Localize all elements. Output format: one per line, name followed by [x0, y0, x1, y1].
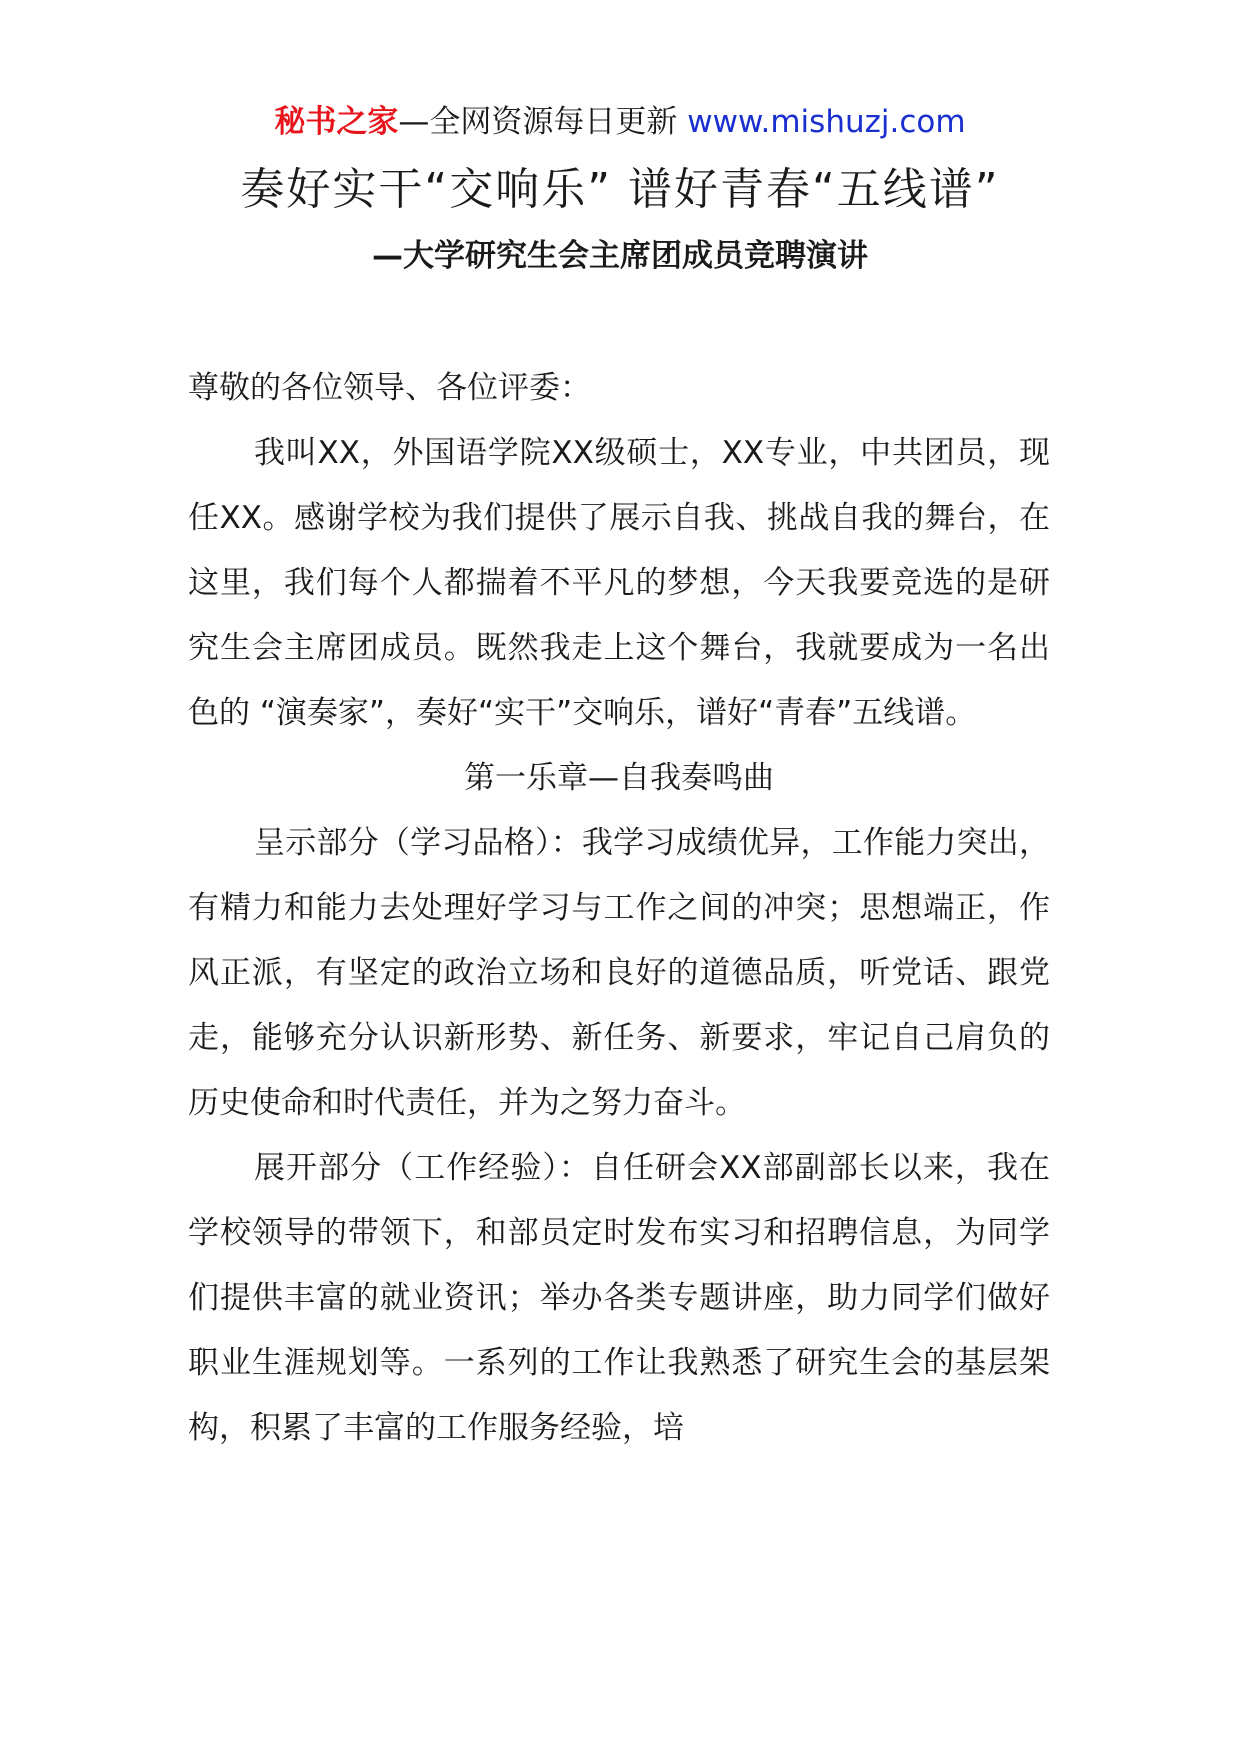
- website-url[interactable]: www.mishuzj.com: [687, 104, 966, 140]
- page-header: [0, 100, 1240, 144]
- section-heading: 第一乐章—自我奏鸣曲: [464, 760, 774, 796]
- body-paragraph: 我叫XX，外国语学院XX级硕士，XX专业，中共团员，现任XX。感谢学校为我们提供了展示自我、挑战自我的舞台，在这里，我们每个人都揣着不平凡的梦想，今天我要竞选的是研究生会主席团成员。既然我走上这个舞台，我就要成为一名出色的 “演奏家”，奏好“实干”交响乐，谱好“青春”五线谱。: [188, 435, 1050, 731]
- body-paragraph: 呈示部分（学习品格）：我学习成绩优异，工作能力突出，有精力和能力去处理好学习与工作之间的冲突；思想端正，作风正派，有坚定的政治立场和良好的道德品质，听党话、跟党走，能够充分认识新形势、新任务、新要求，牢记自己肩负的历史使命和时代责任，并为之努力奋斗。: [188, 825, 1050, 1121]
- header-tagline: —全网资源每日更新: [398, 104, 678, 140]
- salutation: 尊敬的各位领导、各位评委：: [188, 370, 591, 406]
- document-body: [188, 356, 1050, 1461]
- document-title: 奏好实干“交响乐” 谱好青春“五线谱”: [240, 164, 1000, 215]
- body-paragraph: 展开部分（工作经验）：自任研会XX部副部长以来，我在学校领导的带领下，和部员定时发布实习和招聘信息，为同学们提供丰富的就业资讯；举办各类专题讲座，助力同学们做好职业生涯规划等。一系列的工作让我熟悉了研究生会的基层架构，积累了丰富的工作服务经验，培: [188, 1150, 1050, 1446]
- document-subtitle: —大学研究生会主席团成员竞聘演讲: [372, 238, 868, 274]
- brand-name: 秘书之家: [274, 104, 399, 140]
